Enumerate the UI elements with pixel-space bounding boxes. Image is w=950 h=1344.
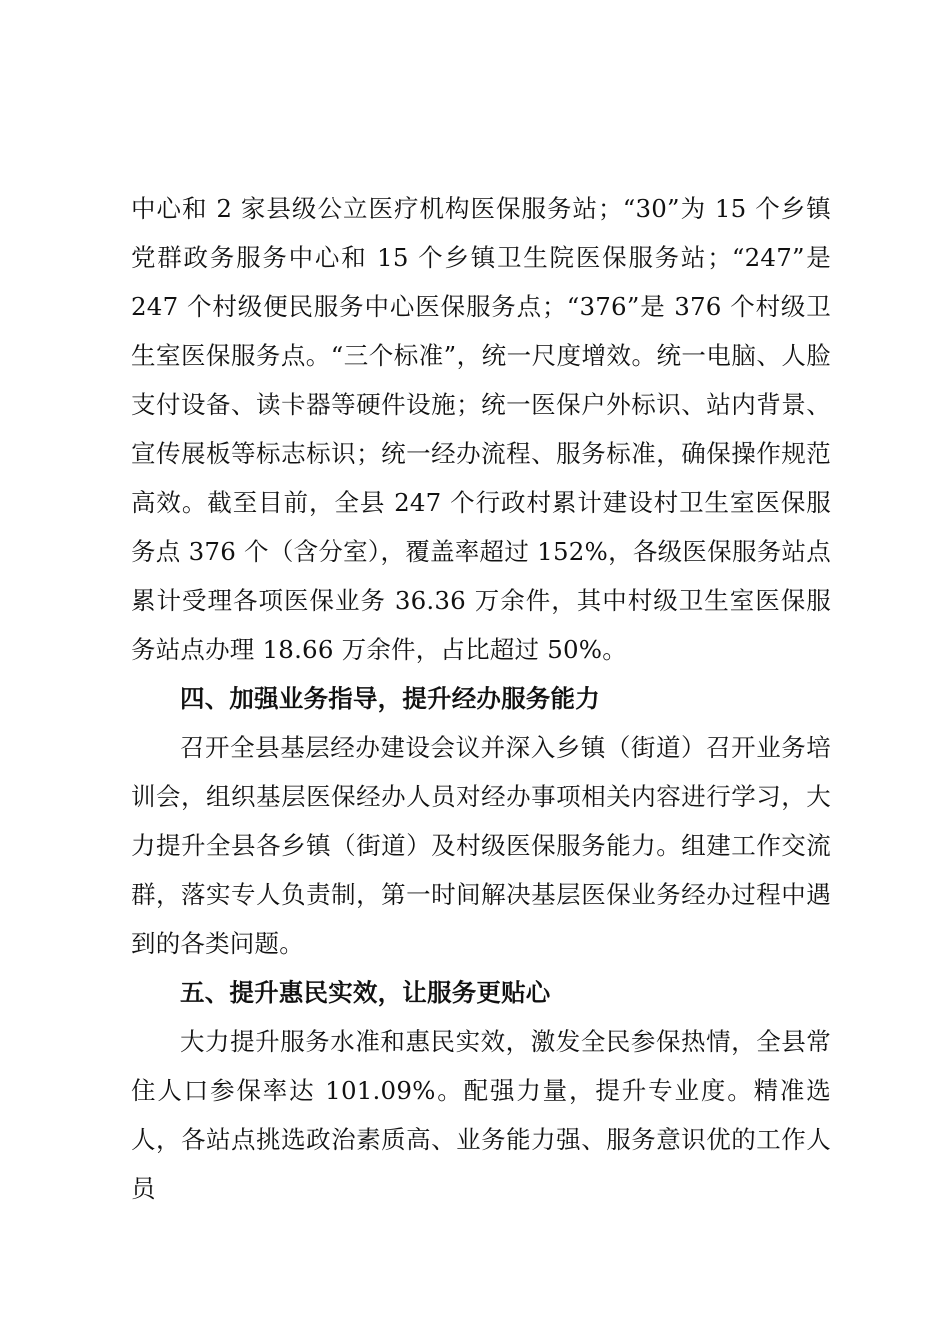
- paragraph-service-points: 中心和 2 家县级公立医疗机构医保服务站；“30”为 15 个乡镇党群政务服务中心和 15 个乡镇卫生院医保服务站；“247”是 247 个村级便民服务中心医保服务点；“376”是 376 个村级卫生室医保服务点。“三个标准”，统一尺度增效。统一电脑、人脸支付设备、读卡器等硬件设施；统一医保户外标识、站内背景、宣传展板等标志标识；统一经办流程、服务标准，确保操作规范高效。截至目前，全县 247 个行政村累计建设村卫生室医保服务点 376 个（含分室），覆盖率超过 152%，各级医保服务站点累计受理各项医保业务 36.36 万余件，其中村级卫生室医保服务站点办理 18.66 万余件，占比超过 50%。: [131, 194, 831, 664]
- document-body: [131, 184, 831, 1213]
- paragraph-benefit-effect: 大力提升服务水准和惠民实效，激发全民参保热情，全县常住人口参保率达 101.09%。配强力量，提升专业度。精准选人，各站点挑选政治素质高、业务能力强、服务意识优的工作人员: [131, 1027, 831, 1203]
- section-heading-five: 五、提升惠民实效，让服务更贴心: [180, 978, 551, 1007]
- section-heading-four: 四、加强业务指导，提升经办服务能力: [180, 684, 600, 713]
- paragraph-business-guidance: 召开全县基层经办建设会议并深入乡镇（街道）召开业务培训会，组织基层医保经办人员对经办事项相关内容进行学习，大力提升全县各乡镇（街道）及村级医保服务能力。组建工作交流群，落实专人负责制，第一时间解决基层医保业务经办过程中遇到的各类问题。: [131, 733, 831, 958]
